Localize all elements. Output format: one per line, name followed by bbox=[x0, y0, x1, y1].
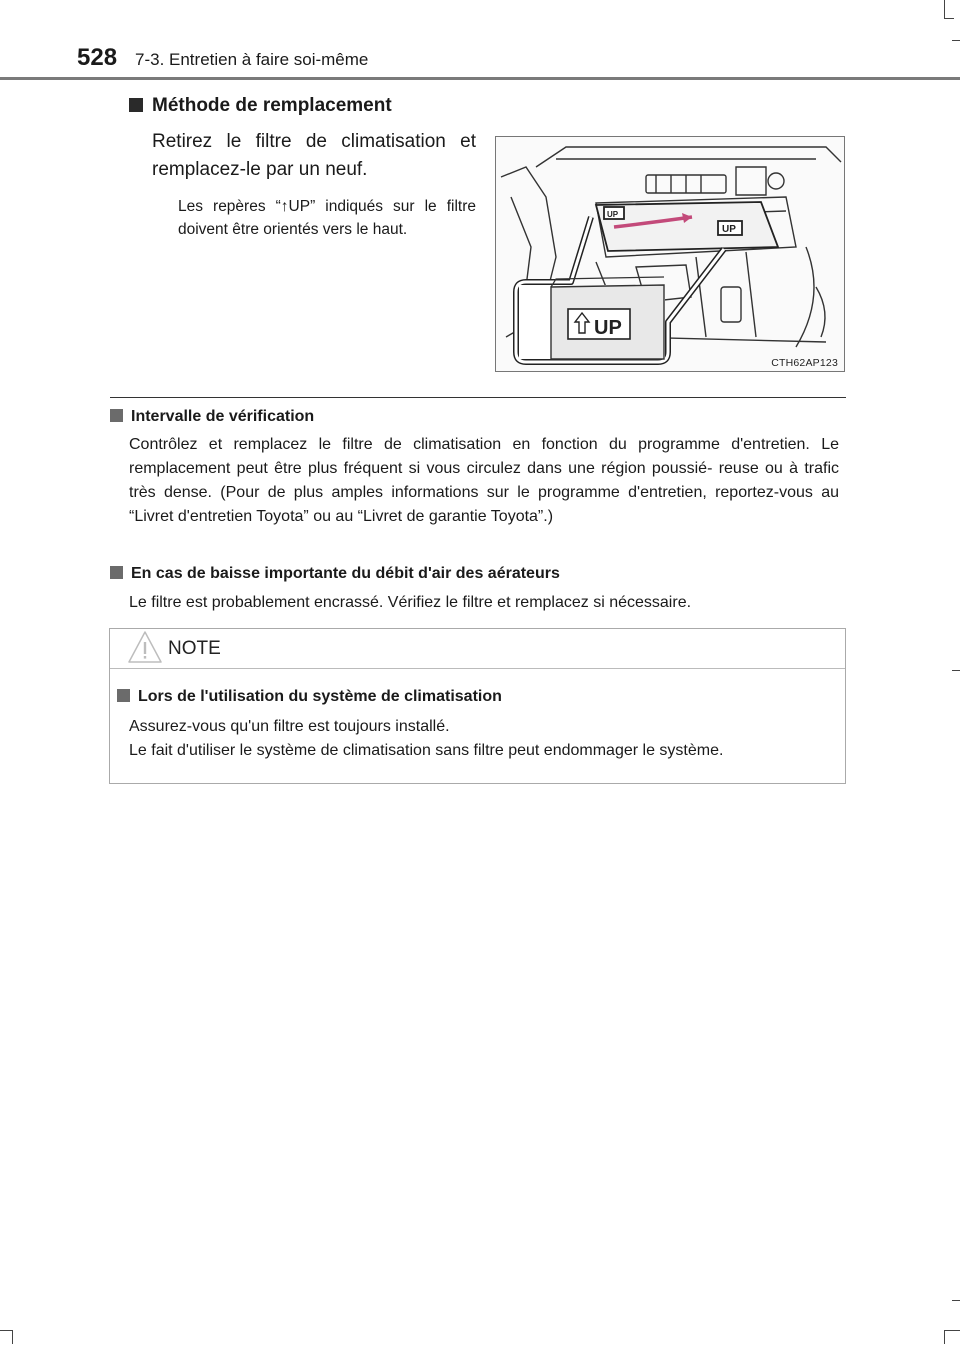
airflow-text: Le filtre est probablement encrassé. Vérifiez le filtre et remplacez si nécessaire. bbox=[129, 594, 692, 611]
method-instruction: Retirez le filtre de climatisation et remplacez-le par un neuf. bbox=[152, 131, 476, 180]
interval-heading-text: Intervalle de vérification bbox=[131, 408, 315, 425]
square-bullet-icon bbox=[117, 689, 130, 702]
crop-mark bbox=[944, 0, 945, 18]
note-heading bbox=[117, 686, 502, 708]
crop-mark bbox=[944, 18, 954, 19]
crop-mark bbox=[944, 1330, 945, 1344]
airflow-heading-text: En cas de baisse importante du débit d'air des aérateurs bbox=[131, 565, 560, 582]
airflow-heading bbox=[110, 563, 560, 585]
crop-mark bbox=[12, 1330, 13, 1344]
filter-up-zoom-label: UP bbox=[594, 317, 622, 339]
crop-mark bbox=[0, 1330, 12, 1331]
note-header bbox=[110, 629, 845, 669]
filter-up-label: UP bbox=[722, 224, 736, 235]
interval-text: Contrôlez et remplacez le filtre de climatisation en fonction du programme d'entretien. Le remplacement peut être plus fréquent si vous circulez dans une région poussié- reuse ou à trafic très dense. (Pour de plus amples informations sur le programme d'entretien, reportez-vous au “Livret d'entretien Toyota” ou au “Livret de garantie Toyota”.) bbox=[129, 436, 839, 525]
note-label: NOTE bbox=[168, 638, 221, 659]
method-heading-text: Méthode de remplacement bbox=[152, 95, 392, 116]
header-rule bbox=[0, 77, 960, 80]
filter-up-small-label: UP bbox=[607, 210, 619, 219]
section-divider bbox=[110, 397, 846, 398]
note-text bbox=[129, 715, 841, 763]
square-bullet-icon bbox=[110, 409, 123, 422]
note-line-2: Le fait d'utiliser le système de climatisation sans filtre peut endommager le système. bbox=[129, 742, 724, 759]
square-bullet-icon bbox=[129, 98, 143, 112]
square-bullet-icon bbox=[110, 566, 123, 579]
method-note: Les repères “↑UP” indiqués sur le filtre doivent être orientés vers le haut. bbox=[178, 198, 476, 238]
crop-mark bbox=[952, 40, 960, 41]
crop-mark bbox=[952, 670, 960, 671]
note-box bbox=[109, 628, 846, 784]
warning-triangle-icon bbox=[127, 628, 163, 666]
note-line-1: Assurez-vous qu'un filtre est toujours installé. bbox=[129, 718, 450, 735]
filter-illustration bbox=[495, 136, 845, 372]
page-number: 528 bbox=[77, 44, 118, 71]
section-title: 7-3. Entretien à faire soi-même bbox=[135, 50, 369, 69]
crop-mark bbox=[945, 1330, 960, 1331]
filter-drawing bbox=[496, 137, 844, 371]
crop-mark bbox=[952, 1300, 960, 1301]
note-heading-text: Lors de l'utilisation du système de climatisation bbox=[138, 688, 502, 705]
illustration-code: CTH62AP123 bbox=[771, 357, 838, 369]
method-heading bbox=[129, 94, 392, 118]
interval-heading bbox=[110, 406, 314, 428]
